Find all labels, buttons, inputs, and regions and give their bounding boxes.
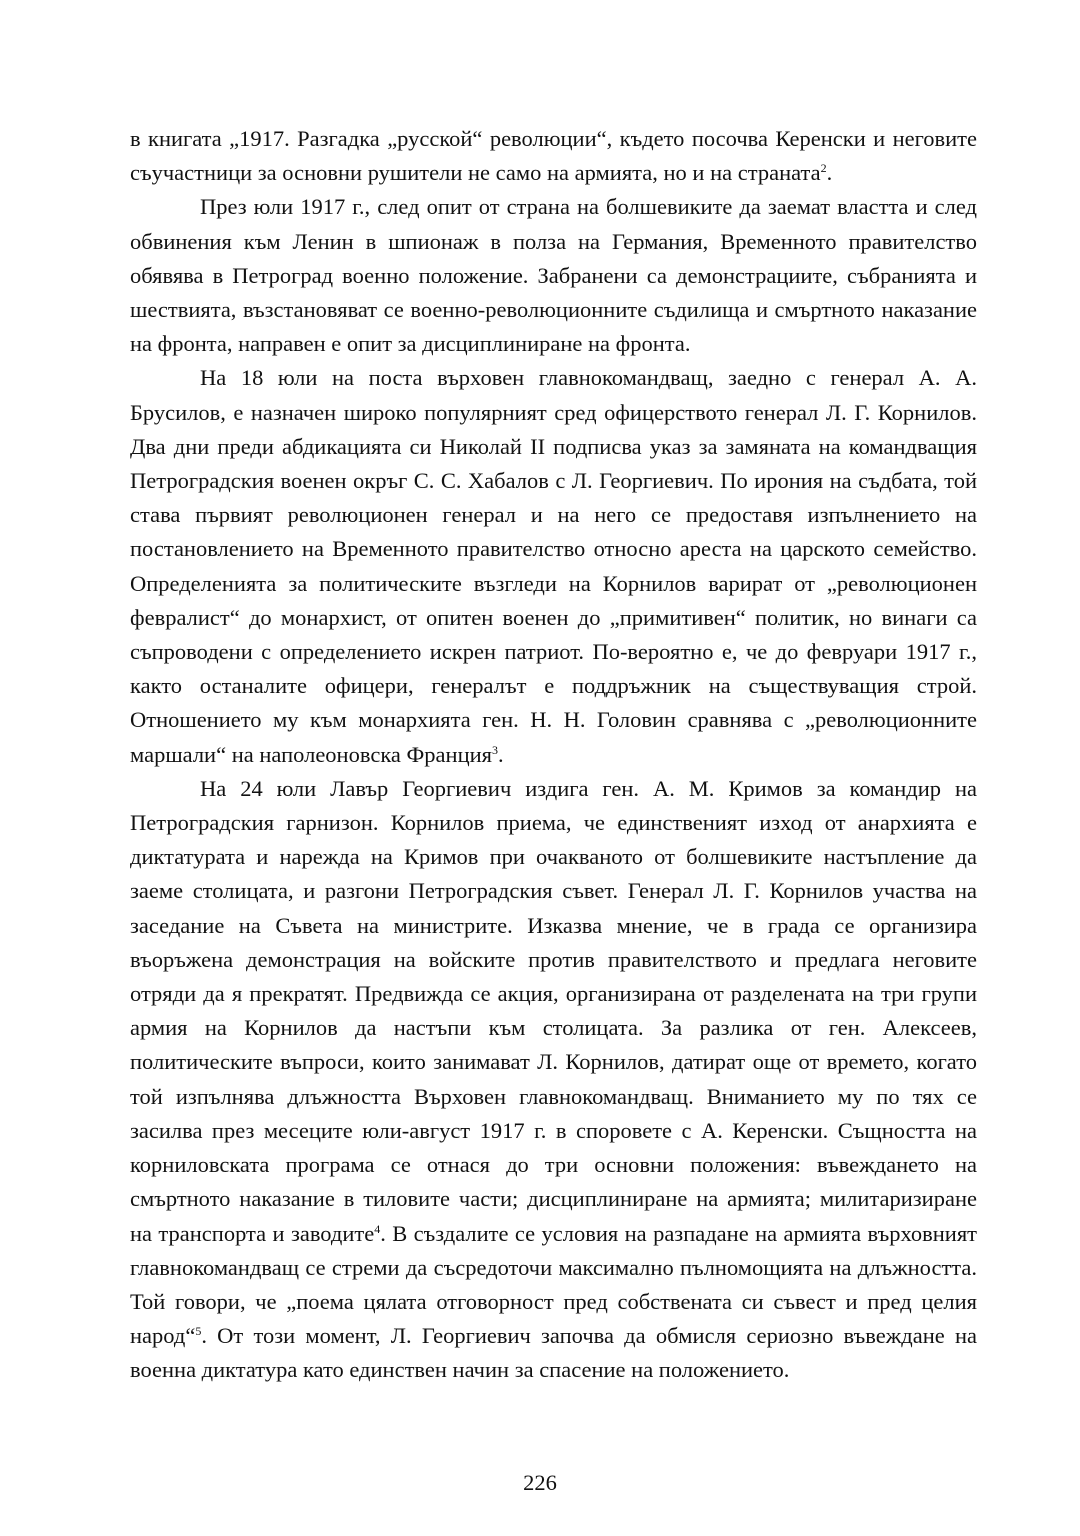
paragraph-text: На 18 юли на поста върховен главнокомандващ, заедно с генерал А. А. Брусилов, е назначен широко популярният сред офицерството генерал Л. Г. Корнилов. Два дни преди абдикацията си Николай II подписва указ за замяната на командващия Петроградския военен окръг С. С. Хабалов с Л. Георгиевич. По ирония на съдбата, той става първият революционен генерал и на него се предоставя изпълнението на постановлението на Временното правителство относно ареста на царското семейство. Определенията за политическите възгледи на Корнилов варират от „революционен февралист“ до монархист, от опитен военен до „примитивен“ политик, но винаги са съпроводени с определението искрен патриот. По-вероятно е, че до февруари 1917 г., както останалите офицери, генералът е поддръжник на съществуващия строй. Отношението му към монархията ген. Н. Н. Головин сравнява с „революционните маршали“ на наполеоновска Франция <box>130 365 977 767</box>
footnote-ref[interactable]: 3 <box>492 742 499 757</box>
paragraph <box>130 122 977 190</box>
paragraph <box>130 190 977 361</box>
paragraph-text: . В създалите се условия на разпадане на армията върховният главнокомандващ се стреми да съсредоточи максимално пълномощията на длъжността. Той говори, че „поема цялата отговорност пред собствената си съвест и пред целия народ“ <box>130 1220 977 1349</box>
footnote-ref[interactable]: 2 <box>820 161 827 176</box>
paragraph-text: На 24 юли Лавър Георгиевич издига ген. А. М. Кримов за командир на Петроградския гарнизон. Корнилов приема, че единственият изход от анархията е диктатурата и нарежда на Кримов при очакваното от болшевиките настъпление да заеме столицата, и разгони Петроградския съвет. Генерал Л. Г. Корнилов участва на заседание на Съвета на министрите. Изказва мнение, че в града се организира въоръжена демонстрация на войските против правителството и предлага неговите отряди да я прекратят. Предвижда се акция, организирана от разделената на три групи армия на Корнилов да настъпи към столицата. За разлика от ген. Алексеев, политическите въпроси, които занимават Л. Корнилов, датират още от времето, когато той изпълнява длъжността Върховен главнокомандващ. Вниманието му по тях се засилва през месеците юли-август 1917 г. в споровете с А. Керенски. Същността на корниловската програма се отнася до три основни положения: въвеждането на смъртното наказание в тиловите части; дисциплиниране на армията; милитаризиране на транспорта и заводите <box>130 775 977 1246</box>
paragraph-text: . <box>498 741 504 767</box>
paragraph-text: . <box>826 160 833 186</box>
page-number: 226 <box>523 1470 557 1495</box>
document-body <box>130 122 977 1388</box>
footnote-ref[interactable]: 4 <box>374 1221 381 1236</box>
paragraph-text: През юли 1917 г., след опит от страна на болшевиките да заемат властта и след обвинения към Ленин в шпионаж в полза на Германия, Временното правителство обявява в Петроград военно положение. Забранени са демонстрациите, събранията и шествията, възстановяват се военно-революционните съдилища и смъртното наказание на фронта, направен е опит за дисциплиниране на фронта. <box>130 194 977 357</box>
paragraph <box>130 772 977 1388</box>
paragraph <box>130 361 977 771</box>
footnote-ref[interactable]: 5 <box>195 1324 202 1339</box>
paragraph-text: в книгата „1917. Разгадка „русской“ революции“, където посочва Керенски и неговите съучастници за основни рушители не само на армията, но и на страната <box>130 126 977 186</box>
paragraph-text: . От този момент, Л. Георгиевич започва да обмисля сериозно въвеждане на военна диктатура като единствен начин за спасение на положението. <box>130 1323 977 1383</box>
